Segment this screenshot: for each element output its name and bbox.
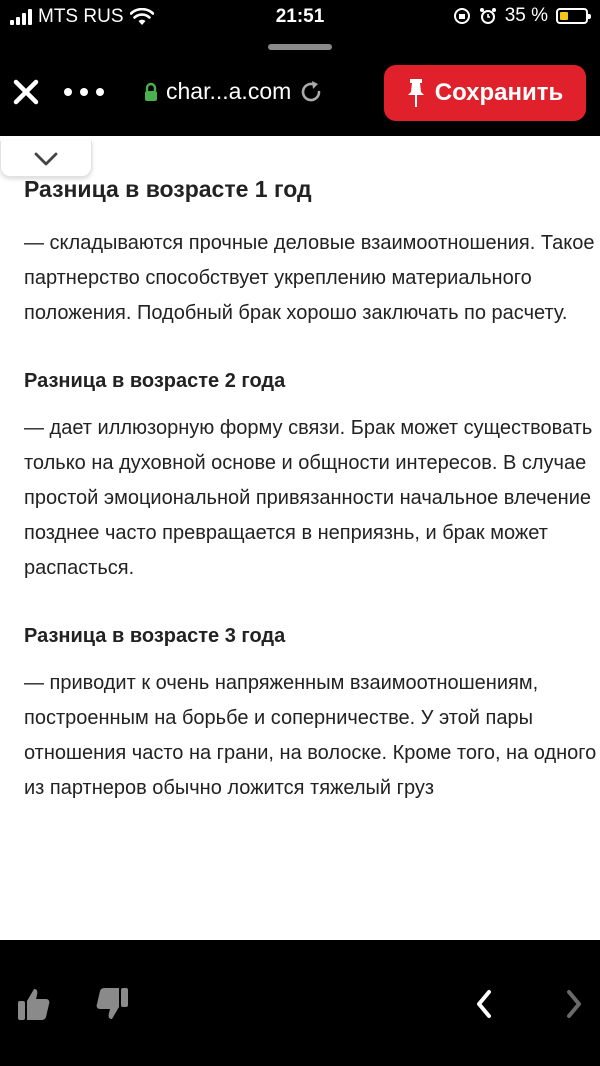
sheet-grabber[interactable] (268, 44, 332, 50)
back-button[interactable] (464, 984, 504, 1024)
chevron-left-icon (472, 988, 496, 1020)
more-dots-icon (62, 74, 106, 110)
section-heading: Разница в возрасте 3 года (24, 625, 286, 647)
status-time: 21:51 (275, 6, 325, 27)
browser-toolbar (0, 36, 600, 136)
battery-icon (556, 8, 588, 24)
orientation-lock-icon (453, 7, 471, 25)
url-text: char...a.com (166, 78, 292, 104)
battery-percent: 35 % (504, 5, 548, 26)
section-heading: Разница в возрасте 1 год (24, 176, 312, 202)
status-bar (0, 0, 600, 36)
section-text: — складываются прочные деловые взаимоотношения. Такое партнерство способствует укреплению материального положения. Подобный брак хорошо заключать по расчету. (24, 232, 595, 324)
alarm-icon (479, 7, 497, 25)
lock-icon (144, 82, 158, 102)
more-button[interactable] (62, 74, 106, 110)
section-heading: Разница в возрасте 2 года (24, 370, 286, 392)
status-right (453, 5, 588, 27)
address-bar[interactable] (144, 78, 323, 105)
bottom-toolbar (0, 940, 600, 1066)
dislike-button[interactable] (92, 984, 132, 1024)
section-text: — дает иллюзорную форму связи. Брак может существовать только на духовной основе и общности интересов. В случае простой эмоциональной привязанности начальное влечение позднее часто превращается в неприязнь, и брак может распасться. (24, 417, 593, 579)
signal-icon (10, 9, 32, 25)
like-button[interactable] (14, 984, 54, 1024)
pin-icon (407, 78, 425, 108)
thumbs-up-icon (16, 986, 52, 1022)
save-label: Сохранить (434, 79, 564, 106)
close-button[interactable] (8, 74, 44, 110)
reload-icon[interactable] (299, 80, 323, 104)
status-left (10, 6, 154, 28)
carrier-name: MTS RUS (38, 6, 124, 27)
chevron-right-icon (562, 988, 586, 1020)
forward-button[interactable] (554, 984, 594, 1024)
chevron-down-icon (33, 151, 59, 167)
section-text: — приводит к очень напряженным взаимоотношениям, построенным на борьбе и соперничестве. У этой пары отношения часто на грани, на волоске. Кроме того, на одного из партнеров обычно ложится тяжелый груз (24, 672, 597, 799)
article (24, 174, 598, 842)
page-content[interactable] (0, 136, 600, 940)
thumbs-down-icon (94, 986, 130, 1022)
save-button[interactable] (384, 65, 586, 121)
collapse-toolbar-button[interactable] (0, 141, 92, 177)
close-icon (8, 74, 44, 110)
wifi-icon (130, 8, 154, 26)
